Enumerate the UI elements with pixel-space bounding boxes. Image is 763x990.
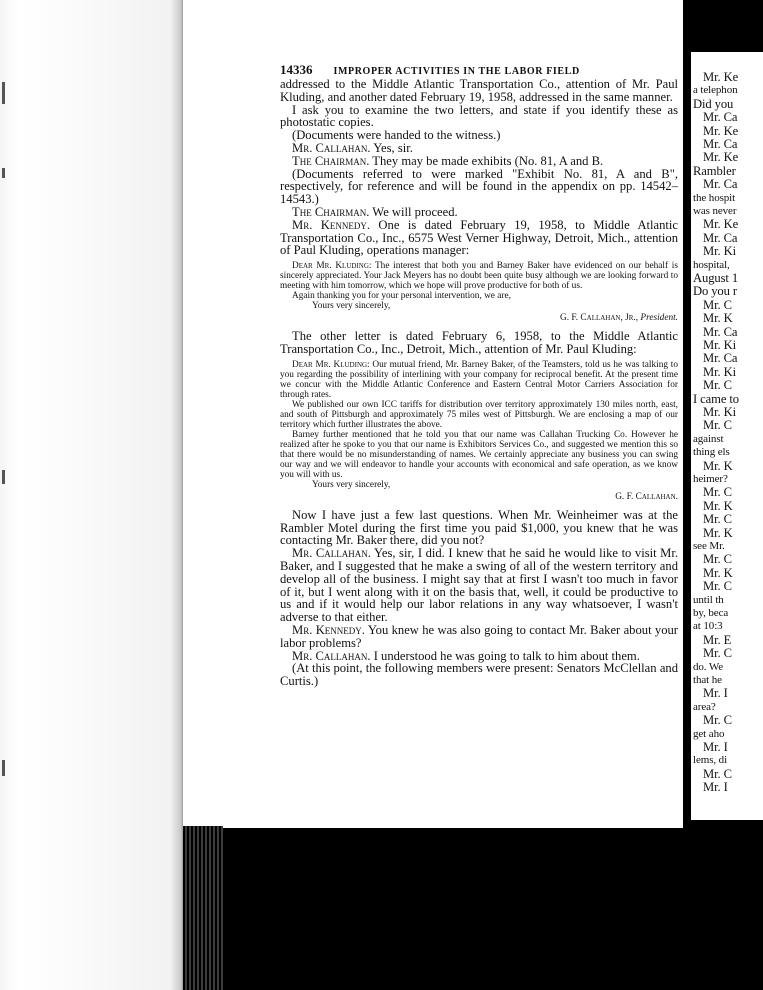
- facing-page-line: see Mr.: [693, 540, 725, 552]
- signature-title: President.: [638, 313, 678, 324]
- facing-page-line: I came to: [693, 391, 739, 406]
- facing-page-line: Mr. Ca: [703, 351, 738, 366]
- speaker-name: Mr. Callahan.: [292, 648, 371, 663]
- scan-shadow-bottom-right: [691, 820, 763, 990]
- speaker-name: Mr. Kennedy.: [292, 217, 371, 232]
- running-title: IMPROPER ACTIVITIES IN THE LABOR FIELD: [333, 66, 580, 77]
- facing-page-line: heimer?: [693, 473, 728, 485]
- facing-page-line: Mr. K: [703, 311, 733, 326]
- facing-page-line: Mr. Ca: [703, 137, 738, 151]
- speech-text: Yes, sir, I did. I knew that he said he would like to visit Mr. Baker, and I suggested that he make a swing of all of the western territory and develop all of the business. I might say that at first I wasn't too much in favor of it, but I went along with it on the basis that, well, it could be productive to us and if it would help our labor relations in any way whatsoever, I wasn't adverse to that either.: [280, 546, 678, 625]
- speaker-name: The Chairman.: [292, 153, 370, 168]
- page-number: 14336: [280, 62, 313, 77]
- paragraph: (At this point, the following members were present: Senators McClellan and Curtis.): [280, 661, 678, 689]
- scan-mark: [2, 82, 5, 104]
- letter-closing: Again thanking you for your personal intervention, we are,: [292, 291, 511, 302]
- speaker-paragraph: [280, 155, 678, 168]
- facing-page-line: Mr. C: [703, 552, 732, 567]
- facing-page-line: Mr. K: [703, 458, 733, 473]
- facing-page-line: that he: [693, 674, 722, 686]
- facing-page-line: Did you: [693, 96, 734, 111]
- letter-body: Our mutual friend, Mr. Barney Baker, of the Teamsters, told us he was talking to you regarding the possibility of interlining with your company for reciprocal benefit. At the present time we concur with the Middle Atlantic Conference and Eastern Central Motor Carriers Association for through rates.: [280, 359, 678, 400]
- facing-page-line: Mr. C: [703, 378, 732, 393]
- paragraph: (Documents were handed to the witness.): [292, 128, 501, 143]
- scan-mark: [2, 470, 5, 484]
- facing-page-line: Mr. Ca: [703, 230, 738, 245]
- facing-page-line: at 10:3: [693, 620, 723, 633]
- running-header: [280, 62, 678, 78]
- facing-page: [691, 0, 763, 990]
- paragraph: I ask you to examine the two letters, and state if you identify these as photostatic copies.: [280, 102, 678, 130]
- speech-text: You knew he was also going to contact Mr. Baker about your labor problems?: [280, 622, 679, 650]
- facing-page-line: Mr. K: [703, 525, 733, 540]
- book-gutter: [683, 0, 691, 990]
- scan-shadow-top: [691, 0, 763, 52]
- letter-closing: Yours very sincerely,: [312, 479, 391, 490]
- speech-text: One is dated February 19, 1958, to Middle Atlantic Transportation Co., Inc., 6575 West Verner Highway, Detroit, Mich., attention of Paul Kluding, operations manager:: [280, 217, 679, 258]
- speaker-name: Mr. Kennedy.: [292, 622, 365, 637]
- facing-page-line: the hospit: [693, 191, 736, 204]
- paragraph: addressed to the Middle Atlantic Transportation Co., attention of Mr. Paul Kluding, and another dated February 19, 1958, addressed in the same manner.: [280, 77, 678, 104]
- letter-signature: [280, 313, 678, 324]
- facing-page-line: until th: [693, 593, 724, 606]
- speaker-name: Mr. Callahan.: [292, 546, 371, 561]
- facing-page-line: against: [693, 432, 724, 445]
- letter-closing: Yours very sincerely,: [312, 301, 391, 312]
- facing-page-line: thing els: [693, 446, 730, 459]
- facing-page-line: Mr. C: [703, 579, 732, 594]
- facing-page-line: Rambler: [693, 163, 736, 178]
- facing-page-line: Mr. Ke: [703, 123, 739, 138]
- facing-page-line: Mr. I: [703, 780, 728, 795]
- page-stack-edge: [183, 826, 223, 990]
- facing-page-line: Mr. Ca: [703, 324, 738, 339]
- facing-page-line: Mr. Ca: [703, 177, 738, 192]
- facing-page-line: Mr. Ki: [703, 244, 736, 259]
- facing-page-line: Mr. K: [703, 565, 733, 580]
- paragraph: The other letter is dated February 6, 1958, to the Middle Atlantic Transportation Co., Inc., Detroit, Mich., attention of Mr. Paul Kluding:: [280, 329, 678, 356]
- facing-page-line: Mr. C: [703, 766, 732, 781]
- facing-page-line: Mr. C: [703, 418, 732, 433]
- facing-page-line: a telephon: [693, 84, 738, 97]
- facing-page-line: Mr. Ke: [703, 70, 739, 84]
- facing-page-line: Mr. C: [703, 512, 732, 527]
- facing-page-line: Do you r: [693, 284, 737, 299]
- facing-page-line: Mr. Ki: [703, 338, 736, 352]
- scan-shadow-bottom: [183, 828, 763, 990]
- speaker-paragraph: [280, 547, 678, 624]
- facing-page-line: Mr. K: [703, 498, 733, 513]
- speaker-name: Mr. Callahan.: [292, 140, 371, 155]
- speech-text: Yes, sir.: [370, 140, 413, 155]
- document-page: [280, 62, 678, 688]
- facing-page-line: Mr. Ke: [703, 150, 739, 165]
- facing-page-line: do. We: [693, 660, 724, 673]
- facing-page-line: Mr. Ke: [703, 217, 739, 232]
- facing-page-line: Mr. E: [703, 632, 732, 647]
- facing-page-line: Mr. Ca: [703, 110, 738, 125]
- letter-salutation: Dear Mr. Kluding:: [292, 261, 372, 272]
- letter-paragraph: We published our own ICC tariffs for distribution over territory approximately 130 miles north, east, and south of Pittsburgh and approximately 75 miles west of Pittsburgh. We are enclosing a map of our territory which further illustrates the above.: [280, 399, 678, 430]
- scanner-left-margin: [0, 0, 183, 990]
- facing-page-line: was never: [693, 205, 737, 217]
- facing-page-line: area?: [693, 700, 716, 713]
- letter-body: The interest that both you and Barney Baker have evidenced on our behalf is sincerely appreciated. Your Jack Meyers has no doubt been quite busy although we are looking forward to meeting with him tomorrow, which we hope will prove productive for both of us.: [280, 261, 678, 292]
- speech-text: We will proceed.: [369, 204, 458, 219]
- signature-name: G. F. Callahan, Jr.,: [560, 313, 639, 324]
- facing-page-line: August 1: [693, 271, 739, 285]
- facing-page-line: Mr. C: [703, 646, 732, 661]
- facing-page-line: Mr. I: [703, 686, 728, 701]
- facing-page-line: Mr. I: [703, 740, 728, 754]
- facing-page-line: Mr. C: [703, 297, 732, 312]
- facing-page-line: by, beca: [693, 607, 729, 619]
- speaker-paragraph: [280, 219, 678, 257]
- facing-page-line: Mr. Ki: [703, 364, 736, 379]
- facing-page-line: Mr. Ki: [703, 405, 736, 419]
- speaker-paragraph: [280, 624, 678, 650]
- facing-page-line: hospital,: [693, 258, 730, 271]
- letter-signature: G. F. Callahan.: [615, 491, 678, 502]
- facing-page-line: Mr. C: [703, 713, 732, 728]
- facing-page-line: Mr. C: [703, 485, 732, 500]
- letter-paragraph: Barney further mentioned that he told you that our name was Callahan Trucking Co. However he realized after he spoke to you that our name is Exhibitors Services Co., and suggested we mention this so that there would be no misunderstanding of names. We certainly appreciate any business you can swing our way and we will endeavor to handle your accounts with economical and safe operation, as we know you will with us.: [280, 429, 678, 480]
- speaker-name: The Chairman.: [292, 204, 370, 219]
- speech-text: They may be made exhibits (No. 81, A and B.: [369, 153, 604, 168]
- scan-mark: [2, 168, 5, 178]
- paragraph: Now I have just a few last questions. When Mr. Weinheimer was at the Rambler Motel during the first time you paid $1,000, you knew that he was contacting Mr. Baker there, did you not?: [280, 507, 678, 548]
- facing-page-line: get aho: [693, 727, 725, 740]
- paragraph: (Documents referred to were marked "Exhibit No. 81, A and B", respectively, for reference and will be found in the appendix on pp. 14542–14543.): [280, 166, 678, 207]
- letter-salutation: Dear Mr. Kluding:: [292, 359, 370, 370]
- letter-paragraph: [280, 360, 678, 400]
- letter-paragraph: [280, 261, 678, 291]
- speech-text: I understood he was going to talk to him about them.: [370, 648, 640, 663]
- scan-mark: [2, 760, 5, 776]
- facing-page-line: lems, di: [693, 754, 728, 767]
